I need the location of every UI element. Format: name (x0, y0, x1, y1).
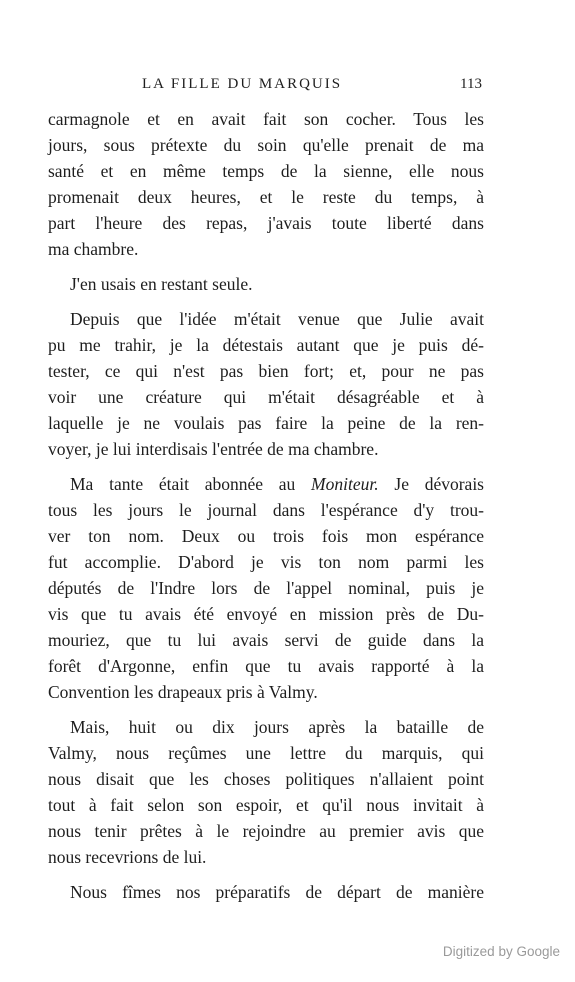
text-line: voir une créature qui m'était désagréable et à (48, 387, 484, 407)
text-line: ma chambre. (48, 239, 139, 259)
text-line: Valmy, nous reçûmes une lettre du marquis, qui (48, 743, 484, 763)
text-line: santé et en même temps de la sienne, elle nous (48, 161, 484, 181)
paragraph (48, 879, 484, 905)
paragraph (48, 106, 484, 262)
text-line: tous les jours le journal dans l'espérance d'y trou- (48, 500, 484, 520)
text-line: tester, ce qui n'est pas bien fort; et, pour ne pas (48, 361, 484, 381)
text-line: ver ton nom. Deux ou trois fois mon espérance (48, 526, 484, 546)
paragraph (48, 714, 484, 870)
text-line: députés de l'Indre lors de l'appel nominal, puis je (48, 578, 484, 598)
text-line: laquelle je ne voulais pas faire la peine de la ren- (48, 413, 484, 433)
paragraph (48, 306, 484, 462)
text-line: nous disait que les choses politiques n'allaient point (48, 769, 484, 789)
text-line: jours, sous prétexte du soin qu'elle prenait de ma (48, 135, 484, 155)
paragraph (48, 271, 484, 297)
digitization-watermark: Digitized by Google (442, 944, 560, 959)
text-line: vis que tu avais été envoyé en mission près de Du- (48, 604, 484, 624)
text-line: pu me trahir, je la détestais autant que je puis dé- (48, 335, 484, 355)
running-title: LA FILLE DU MARQUIS (142, 76, 343, 92)
text-line: promenait deux heures, et le reste du temps, à (48, 187, 484, 207)
text-line: J'en usais en restant seule. (70, 274, 253, 294)
text-line: Mais, huit ou dix jours après la bataille de (70, 717, 484, 737)
text-line: tout à fait selon son espoir, et qu'il nous invitait à (48, 795, 484, 815)
text-line: mouriez, que tu lui avais servi de guide dans la (48, 630, 484, 650)
page-header (142, 76, 482, 100)
text-line: carmagnole et en avait fait son cocher. Tous les (48, 109, 484, 129)
text-line: Ma tante était abonnée au Moniteur. Je dévorais (70, 474, 484, 494)
text-line: forêt d'Argonne, enfin que tu avais rapporté à la (48, 656, 484, 676)
text-line: nous recevrions de lui. (48, 847, 207, 867)
text-line: fut accomplie. D'abord je vis ton nom parmi les (48, 552, 484, 572)
body-text (48, 106, 484, 914)
text-line: Convention les drapeaux pris à Valmy. (48, 682, 318, 702)
text-line: part l'heure des repas, j'avais toute liberté dans (48, 213, 484, 233)
text-line: voyer, je lui interdisais l'entrée de ma chambre. (48, 439, 379, 459)
page-number: 113 (460, 76, 482, 92)
paragraph (48, 471, 484, 705)
text-line: nous tenir prêtes à le rejoindre au premier avis que (48, 821, 484, 841)
text-line: Depuis que l'idée m'était venue que Julie avait (70, 309, 484, 329)
text-line: Nous fîmes nos préparatifs de départ de manière (70, 882, 484, 902)
